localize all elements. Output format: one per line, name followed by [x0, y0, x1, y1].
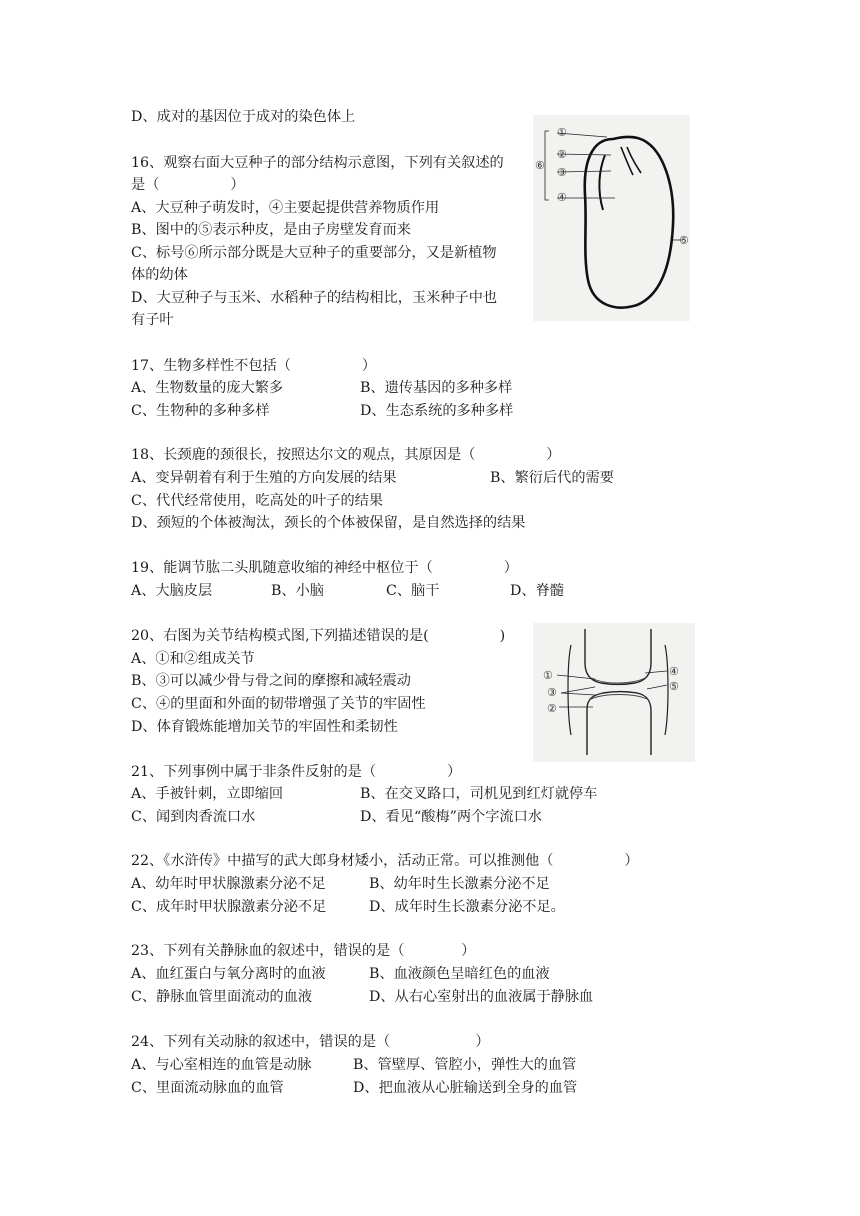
q21-option-a: A、手被针刺，立即缩回 — [131, 786, 284, 802]
joint-label-4: ④ — [669, 665, 679, 678]
q16-option-c-line1: C、标号⑥所示部分既是大豆种子的重要部分，又是新植物 — [131, 245, 497, 261]
q21-option-c: C、闻到肉香流口水 — [131, 809, 256, 825]
q16-stem-line2: 是（ ） — [131, 177, 245, 193]
joint-label-3: ③ — [547, 686, 557, 699]
seed-outline — [585, 137, 673, 308]
embryo-radicle — [599, 155, 605, 210]
q23-option-d: D、从右心室射出的血液属于静脉血 — [369, 989, 594, 1005]
q24-stem: 24、下列有关动脉的叙述中，错误的是（ ） — [131, 1034, 490, 1050]
q16-option-a: A、大豆种子萌发时，④主要起提供营养物质作用 — [131, 200, 440, 216]
q15-option-d: D、成对的基因位于成对的染色体上 — [131, 109, 356, 125]
q17-option-c: C、生物种的多种多样 — [131, 403, 270, 419]
q20-option-a: A、①和②组成关节 — [131, 651, 255, 667]
q23-option-b: B、血液颜色呈暗红色的血液 — [369, 966, 550, 982]
q16-option-d-line1: D、大豆种子与玉米、水稻种子的结构相比，玉米种子中也 — [131, 290, 498, 306]
soybean-seed-figure — [533, 115, 690, 321]
q23-stem: 23、下列有关静脉血的叙述中，错误的是（ ） — [131, 943, 476, 959]
q21-option-d: D、看见“酸梅”两个字流口水 — [360, 809, 542, 825]
joint-capsule — [568, 645, 668, 735]
q19-stem: 19、能调节肱二头肌随意收缩的神经中枢位于（ ） — [131, 560, 518, 576]
q24-option-d: D、把血液从心脏输送到全身的血管 — [353, 1080, 578, 1096]
q18-option-b: B、繁衍后代的需要 — [490, 470, 614, 486]
q17-option-d: D、生态系统的多种多样 — [360, 403, 514, 419]
q18-stem: 18、长颈鹿的颈很长，按照达尔文的观点，其原因是（ ） — [131, 447, 561, 463]
q24-option-b: B、管壁厚、管腔小，弹性大的血管 — [353, 1057, 577, 1073]
joint-label-1: ① — [543, 669, 553, 682]
q16-stem-line1: 16、观察右面大豆种子的部分结构示意图，下列有关叙述的 — [131, 155, 504, 171]
q21-stem: 21、下列事例中属于非条件反射的是（ ） — [131, 764, 462, 780]
figure-label-6: ⑥ — [535, 159, 545, 172]
q19-option-a: A、大脑皮层 — [131, 583, 213, 599]
q22-option-c: C、成年时甲状腺激素分泌不足 — [131, 899, 327, 915]
joint-label-2: ② — [547, 702, 557, 715]
q20-option-d: D、体育锻炼能增加关节的牢固性和柔韧性 — [131, 719, 398, 735]
joint-structure-figure — [533, 623, 695, 762]
embryo-plumule — [621, 147, 641, 175]
q20-option-b: B、③可以减少骨与骨之间的摩擦和减轻震动 — [131, 673, 411, 689]
q24-option-a: A、与心室相连的血管是动脉 — [131, 1057, 312, 1073]
articular-cartilage-lower — [591, 695, 647, 700]
q20-stem: 20、右图为关节结构模式图,下列描述错误的是( ) — [131, 628, 506, 644]
joint-label-5: ⑤ — [669, 680, 679, 693]
q22-option-a: A、幼年时甲状腺激素分泌不足 — [131, 876, 326, 892]
q18-option-d: D、颈短的个体被淘汰，颈长的个体被保留，是自然选择的结果 — [131, 515, 526, 531]
q16-option-c-line2: 体的幼体 — [131, 267, 188, 283]
q20-option-c: C、④的里面和外面的韧带增强了关节的牢固性 — [131, 696, 426, 712]
lower-bone — [587, 692, 651, 756]
q19-option-d: D、脊髓 — [510, 583, 564, 599]
q18-option-c: C、代代经常使用，吃高处的叶子的结果 — [131, 493, 384, 509]
q24-option-c: C、里面流动脉血的血管 — [131, 1080, 284, 1096]
figure-label-5: ⑤ — [679, 234, 689, 247]
figure-label-4: ④ — [557, 191, 567, 204]
q23-option-c: C、静脉血管里面流动的血液 — [131, 989, 313, 1005]
q16-option-b: B、图中的⑤表示种皮，是由子房壁发育而来 — [131, 222, 411, 238]
q19-option-c: C、脑干 — [386, 583, 440, 599]
q22-option-b: B、幼年时生长激素分泌不足 — [369, 876, 550, 892]
label-6-bracket — [545, 131, 549, 200]
q23-option-a: A、血红蛋白与氧分离时的血液 — [131, 966, 326, 982]
q17-stem: 17、生物多样性不包括（ ） — [131, 358, 377, 374]
q21-option-b: B、在交叉路口，司机见到红灯就停车 — [360, 786, 598, 802]
figure-label-1: ① — [557, 126, 567, 139]
q22-option-d: D、成年时生长激素分泌不足。 — [369, 899, 565, 915]
upper-bone — [585, 629, 651, 685]
q17-option-b: B、遗传基因的多种多样 — [360, 380, 513, 396]
q17-option-a: A、生物数量的庞大繁多 — [131, 380, 284, 396]
q19-option-b: B、小脑 — [271, 583, 324, 599]
figure-label-2: ② — [557, 148, 567, 161]
figure-label-3: ③ — [557, 166, 567, 179]
q22-stem: 22、《水浒传》中描写的武大郎身材矮小，活动正常。可以推测他（ ） — [131, 853, 639, 869]
q16-option-d-line2: 有子叶 — [131, 312, 174, 328]
q18-option-a: A、变异朝着有利于生殖的方向发展的结果 — [131, 470, 397, 486]
